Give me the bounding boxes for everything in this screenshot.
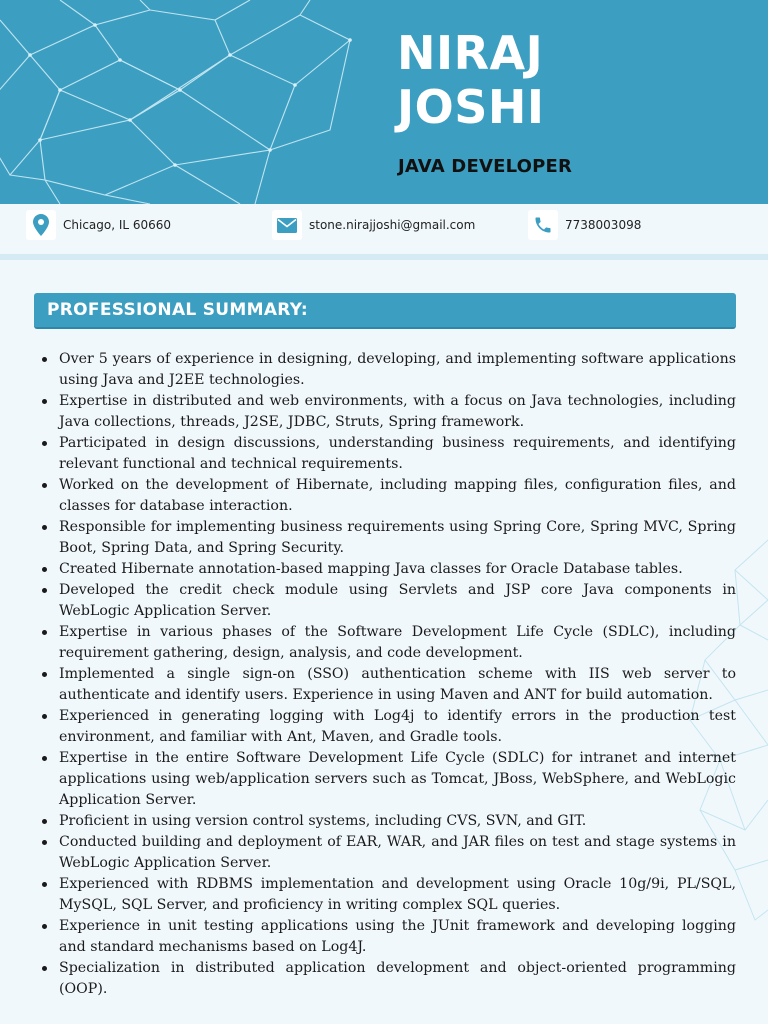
list-item: Worked on the development of Hibernate, including mapping files, configuration files, and classes for database interaction. [59,475,736,517]
list-item: Over 5 years of experience in designing, developing, and implementing software applications using Java and J2EE technologies. [59,349,736,391]
email-link[interactable]: stone.nirajjoshi@gmail.com [309,218,476,232]
list-item: Expertise in various phases of the Software Development Life Cycle (SDLC), including requirement gathering, design, analysis, and code development. [59,622,736,664]
list-item: Experienced with RDBMS implementation and development using Oracle 10g/9i, PL/SQL, MySQL, SQL Server, and proficiency in writing complex SQL queries. [59,874,736,916]
location-text: Chicago, IL 60660 [63,218,172,232]
summary-list [36,349,736,1000]
section-title: PROFESSIONAL SUMMARY: [47,300,308,320]
professional-summary-header [34,293,736,329]
phone-text: 7738003098 [565,218,642,232]
list-item: Developed the credit check module using Servlets and JSP core Java components in WebLogic Application Server. [59,580,736,622]
list-item: Implemented a single sign-on (SSO) authentication scheme with IIS web server to authenticate and identify users. Experience in using Maven and ANT for build automation. [59,664,736,706]
list-item: Participated in design discussions, understanding business requirements, and identifying relevant functional and technical requirements. [59,433,736,475]
list-item: Conducted building and deployment of EAR, WAR, and JAR files on test and stage systems in WebLogic Application Server. [59,832,736,874]
list-item: Responsible for implementing business requirements using Spring Core, Spring MVC, Spring Boot, Spring Data, and Spring Security. [59,517,736,559]
list-item: Experienced in generating logging with Log4j to identify errors in the production test environment, and familiar with Ant, Maven, and Gradle tools. [59,706,736,748]
last-name: JOSHI [397,80,545,134]
list-item: Expertise in the entire Software Development Life Cycle (SDLC) for intranet and internet applications using web/application servers such as Tomcat, JBoss, WebSphere, and WebLogic Application Server. [59,748,736,811]
list-item: Specialization in distributed application development and object-oriented programming (OOP). [59,958,736,1000]
list-item: Created Hibernate annotation-based mapping Java classes for Oracle Database tables. [59,559,736,580]
job-title: JAVA DEVELOPER [398,156,573,177]
first-name: NIRAJ [397,26,544,80]
list-item: Experience in unit testing applications using the JUnit framework and developing logging and standard mechanisms based on Log4J. [59,916,736,958]
list-item: Proficient in using version control systems, including CVS, SVN, and GIT. [59,811,736,832]
list-item: Expertise in distributed and web environments, with a focus on Java technologies, including Java collections, threads, J2SE, JDBC, Struts, Spring framework. [59,391,736,433]
